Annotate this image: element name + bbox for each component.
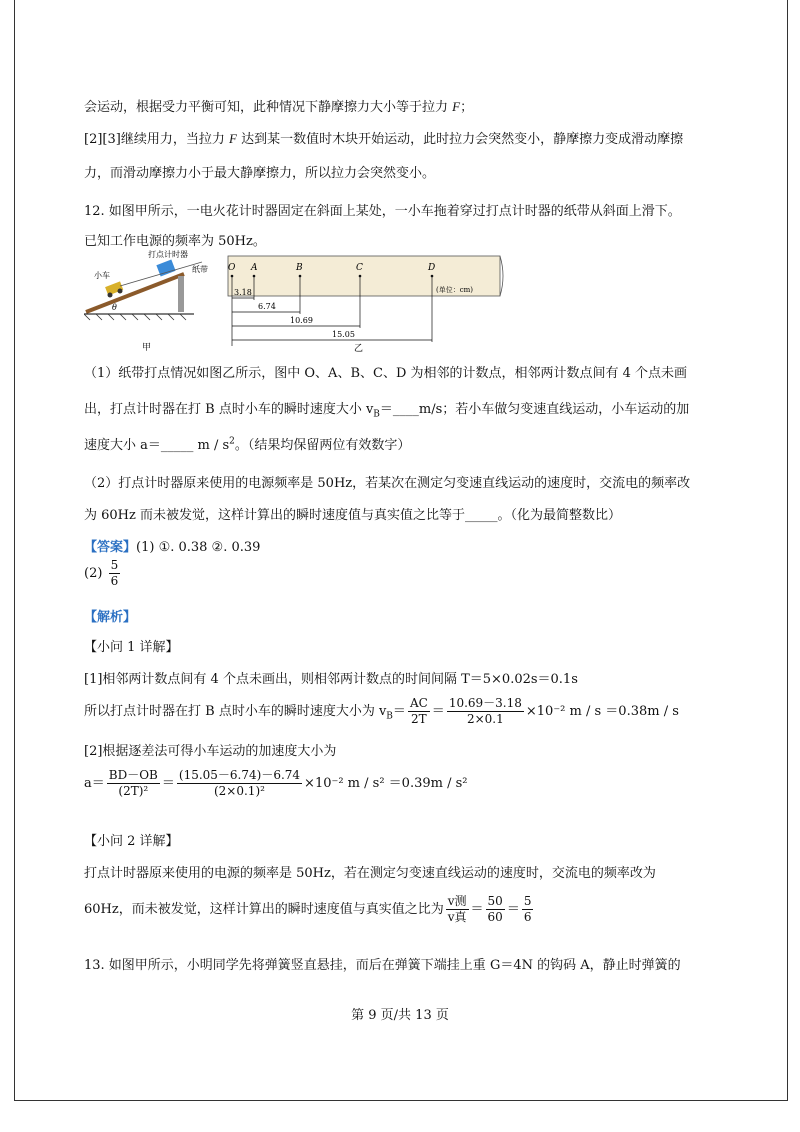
question-12-stem-2: 已知工作电源的频率为 50Hz。 — [84, 234, 266, 249]
solution-2-line-1: 打点计时器原来使用的电源的频率是 50Hz，若在测定匀变速直线运动的速度时，交流电的频率改为 — [84, 866, 656, 881]
car-label: 小车 — [94, 271, 110, 280]
point-B: B — [296, 263, 303, 273]
timer-label: 打点计时器 — [148, 250, 188, 259]
point-C: C — [356, 263, 363, 273]
sub-question-2-heading: 【小问 2 详解】 — [84, 834, 179, 849]
part-1-line-3: 速度大小 a＝_____ m / $s^2$。（结果均保留两位有效数字） — [84, 436, 411, 453]
answer-fraction: $\frac{5}{6}$ — [110, 558, 119, 588]
solution-2-line-2: 60Hz，而未被发觉，这样计算出的瞬时速度值与真实值之比为 $\frac{\text{v测}}{\text{v真}}$ ＝ $\frac{50}{60}$ ＝ $\frac{5}{6}$ — [84, 894, 532, 924]
dist-OA: 3.18 — [234, 288, 252, 297]
theta-label: θ — [112, 303, 117, 312]
point-D: D — [428, 263, 436, 273]
solution-1-line-2: 所以打点计时器在打 B 点时小车的瞬时速度大小为 $v_B=$ $\frac{AC}{2T}$ ＝ $\frac{10.69-3.18}{2\times 0.1}$ ×10⁻² m / s ＝0.38m / s — [84, 696, 679, 726]
text-line-1: 会运动，根据受力平衡可知，此种情况下静摩擦力大小等于拉力 F； — [84, 99, 474, 115]
solution-1-line-3: [2]根据逐差法可得小车运动的加速度大小为 — [84, 744, 337, 759]
part-1-line-2: 出，打点计时器在打 B 点时小车的瞬时速度大小 $v_B=\_\_\_\_m/s$；若小车做匀变速直线运动，小车运动的加 — [84, 402, 690, 420]
question-12-stem: 12. 如图甲所示，一电火花计时器固定在斜面上某处，一小车拖着穿过打点计时器的纸带从斜面上滑下。 — [84, 204, 681, 219]
answer-line-2: (2) $\frac{5}{6}$ — [84, 558, 119, 588]
tape-diagram — [228, 256, 503, 354]
part-2-line-1: （2）打点计时器原来使用的电源频率是 50Hz，若某次在测定匀变速直线运动的速度时，交流电的频率改 — [84, 476, 691, 491]
point-O: O — [228, 263, 236, 273]
incline-diagram — [84, 249, 208, 353]
figure-yi-label: 乙 — [354, 344, 364, 354]
solution-1-line-4: a＝ $\frac{BD-OB}{\text{(2T)²}}$ ＝ $\frac{(15.05-6.74)-6.74}{\text{(2×0.1)²}}$ ×10⁻² m / s² ＝0.39m / s² — [84, 768, 468, 798]
dist-OD: 15.05 — [332, 330, 355, 339]
dist-OC: 10.69 — [290, 316, 313, 325]
part-2-line-2: 为 60Hz 而未被发觉，这样计算出的瞬时速度值与真实值之比等于_____。（化为最简整数比） — [84, 508, 621, 523]
analysis-tag-line — [84, 606, 136, 625]
analysis-tag: 【解析】 — [84, 610, 137, 625]
question-13-stem: 13. 如图甲所示，小明同学先将弹簧竖直悬挂，而后在弹簧下端挂上重 G＝4N 的钩码 A，静止时弹簧的 — [84, 958, 681, 973]
sub-question-1-heading: 【小问 1 详解】 — [84, 640, 179, 655]
figure-jia-label: 甲 — [142, 343, 152, 353]
answer-line-1: 【答案】(1) ①. 0.38 ②. 0.39 — [84, 540, 261, 555]
tape-label: 纸带 — [192, 265, 208, 274]
part-1-line-1: （1）纸带打点情况如图乙所示，图中 O、A、B、C、D 为相邻的计数点，相邻两计数点间有 4 个点未画 — [84, 366, 688, 381]
text-line-3: 力，而滑动摩擦力小于最大静摩擦力，所以拉力会突然变小。 — [84, 166, 436, 181]
solution-1-line-1: [1]相邻两计数点间有 4 个点未画出，则相邻两计数点的时间间隔 T＝5×0.02s＝0.1s — [84, 672, 578, 687]
figure-apparatus-and-tape — [84, 248, 524, 354]
answer-tag: 【答案】 — [84, 540, 137, 555]
point-A: A — [251, 263, 258, 273]
page-footer: 第 9 页/共 13 页 — [351, 1008, 449, 1023]
unit-label: (单位：cm) — [436, 286, 474, 294]
text-line-2: [2][3]继续用力，当拉力 F 达到某一数值时木块开始运动，此时拉力会突然变小，静摩擦力变成滑动摩擦 — [84, 131, 684, 147]
dist-OB: 6.74 — [258, 302, 276, 311]
